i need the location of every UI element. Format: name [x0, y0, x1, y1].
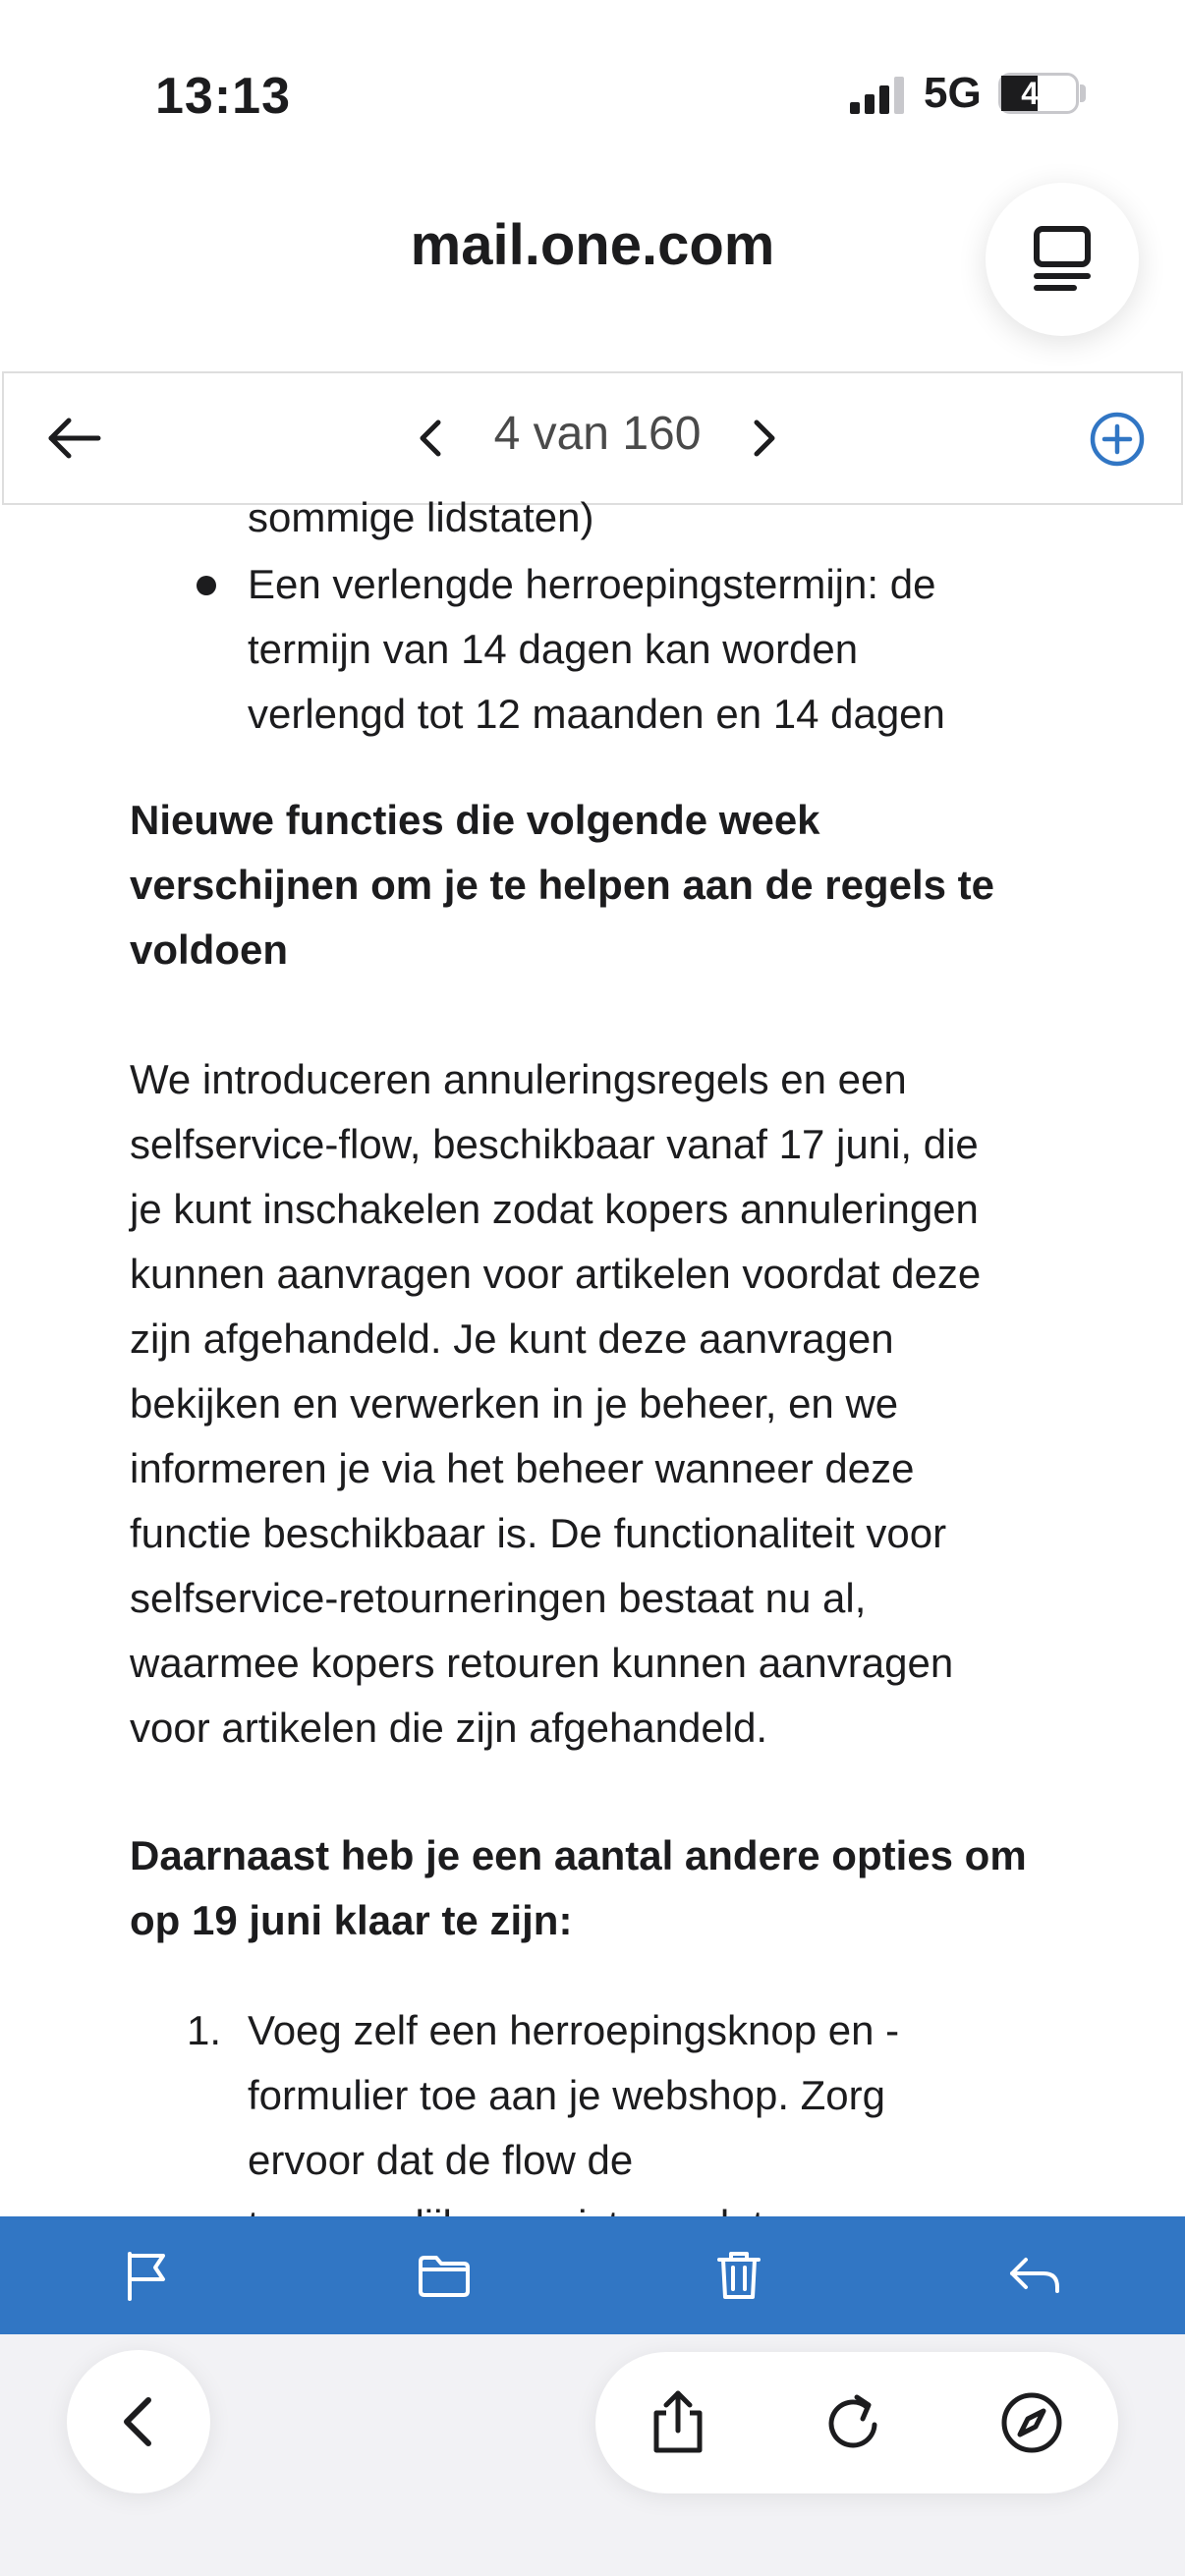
list-item-line: termijn van 14 dagen kan worden	[248, 626, 859, 672]
reload-icon	[818, 2387, 888, 2458]
paragraph-line: functie beschikbaar is. De functionaliteit voor	[130, 1510, 947, 1556]
email-body	[0, 494, 1185, 2216]
reload-button[interactable]	[818, 2387, 888, 2458]
paragraph-line: We introduceren annuleringsregels en een	[130, 1056, 907, 1102]
back-to-inbox-button[interactable]	[43, 407, 106, 470]
url-label[interactable]: mail.one.com	[410, 213, 775, 277]
list-item	[248, 552, 1073, 747]
chevron-left-icon	[401, 407, 460, 470]
paragraph-line: informeren je via het beheer wanneer deze	[130, 1445, 915, 1491]
compass-icon	[996, 2387, 1067, 2458]
section-heading	[130, 1823, 1053, 1953]
plus-circle-icon	[1087, 409, 1148, 470]
reply-button[interactable]	[1006, 2246, 1065, 2305]
new-email-button[interactable]	[1087, 409, 1148, 470]
battery-cap	[1080, 84, 1086, 102]
heading-line: Nieuwe functies die volgende week	[130, 797, 820, 843]
status-time: 13:13	[155, 68, 291, 125]
arrow-left-icon	[43, 407, 106, 470]
email-counter: 4 van 160	[493, 408, 702, 460]
share-icon	[643, 2387, 713, 2458]
move-to-folder-button[interactable]	[415, 2246, 474, 2305]
chevron-left-icon	[103, 2386, 174, 2457]
share-button[interactable]	[643, 2387, 713, 2458]
compass-button[interactable]	[996, 2387, 1067, 2458]
folder-icon	[415, 2246, 474, 2305]
ordered-list-number: 1.	[187, 2007, 222, 2053]
network-type: 5G	[924, 69, 982, 117]
list-item-line: ervoor dat de flow de	[248, 2137, 634, 2183]
cellular-signal-icon	[850, 77, 907, 114]
browser-back-button[interactable]	[67, 2350, 210, 2493]
list-item-line: verlengd tot 12 maanden en 14 dagen	[248, 691, 945, 737]
list-item-line: sommige lidstaten)	[248, 494, 594, 540]
chevron-right-icon	[735, 407, 794, 470]
delete-button[interactable]	[709, 2246, 768, 2305]
list-item-line: formulier toe aan je webshop. Zorg	[248, 2072, 886, 2118]
tabs-overview-icon	[1031, 225, 1094, 294]
list-item-line: Een verlengde herroepingstermijn: de	[248, 561, 936, 607]
email-action-bar	[0, 2216, 1185, 2334]
bullet-dot	[197, 576, 216, 595]
paragraph-line: kunnen aanvragen voor artikelen voordat deze	[130, 1251, 982, 1297]
section-heading	[130, 788, 1053, 982]
battery-icon	[998, 73, 1079, 114]
status-bar	[0, 0, 1185, 187]
paragraph-line: zijn afgehandeld. Je kunt deze aanvragen	[130, 1316, 894, 1362]
battery-level: 49	[1021, 76, 1056, 111]
paragraph-line: waarmee kopers retouren kunnen aanvragen	[130, 1640, 954, 1686]
next-email-button[interactable]	[735, 407, 794, 470]
reply-icon	[1006, 2246, 1065, 2305]
tabs-overview-button[interactable]	[986, 183, 1139, 336]
paragraph-line: voor artikelen die zijn afgehandeld.	[130, 1705, 768, 1751]
heading-line: verschijnen om je te helpen aan de regels te	[130, 862, 994, 908]
paragraph	[130, 1047, 1053, 1761]
paragraph-line: selfservice-flow, beschikbaar vanaf 17 juni, die	[130, 1121, 979, 1167]
paragraph-line: selfservice-retourneringen bestaat nu al,	[130, 1575, 867, 1621]
previous-email-button[interactable]	[401, 407, 460, 470]
list-item	[248, 485, 1073, 550]
list-item-line: Voeg zelf een herroepingsknop en -	[248, 2007, 900, 2053]
trash-icon	[709, 2246, 768, 2305]
heading-line: Daarnaast heb je een aantal andere opties om	[130, 1832, 1027, 1878]
flag-icon	[118, 2246, 177, 2305]
paragraph-line: je kunt inschakelen zodat kopers annuleringen	[130, 1186, 979, 1232]
flag-button[interactable]	[118, 2246, 177, 2305]
paragraph-line: bekijken en verwerken in je beheer, en we	[130, 1380, 899, 1427]
heading-line: op 19 juni klaar te zijn:	[130, 1897, 573, 1943]
heading-line: voldoen	[130, 926, 289, 973]
